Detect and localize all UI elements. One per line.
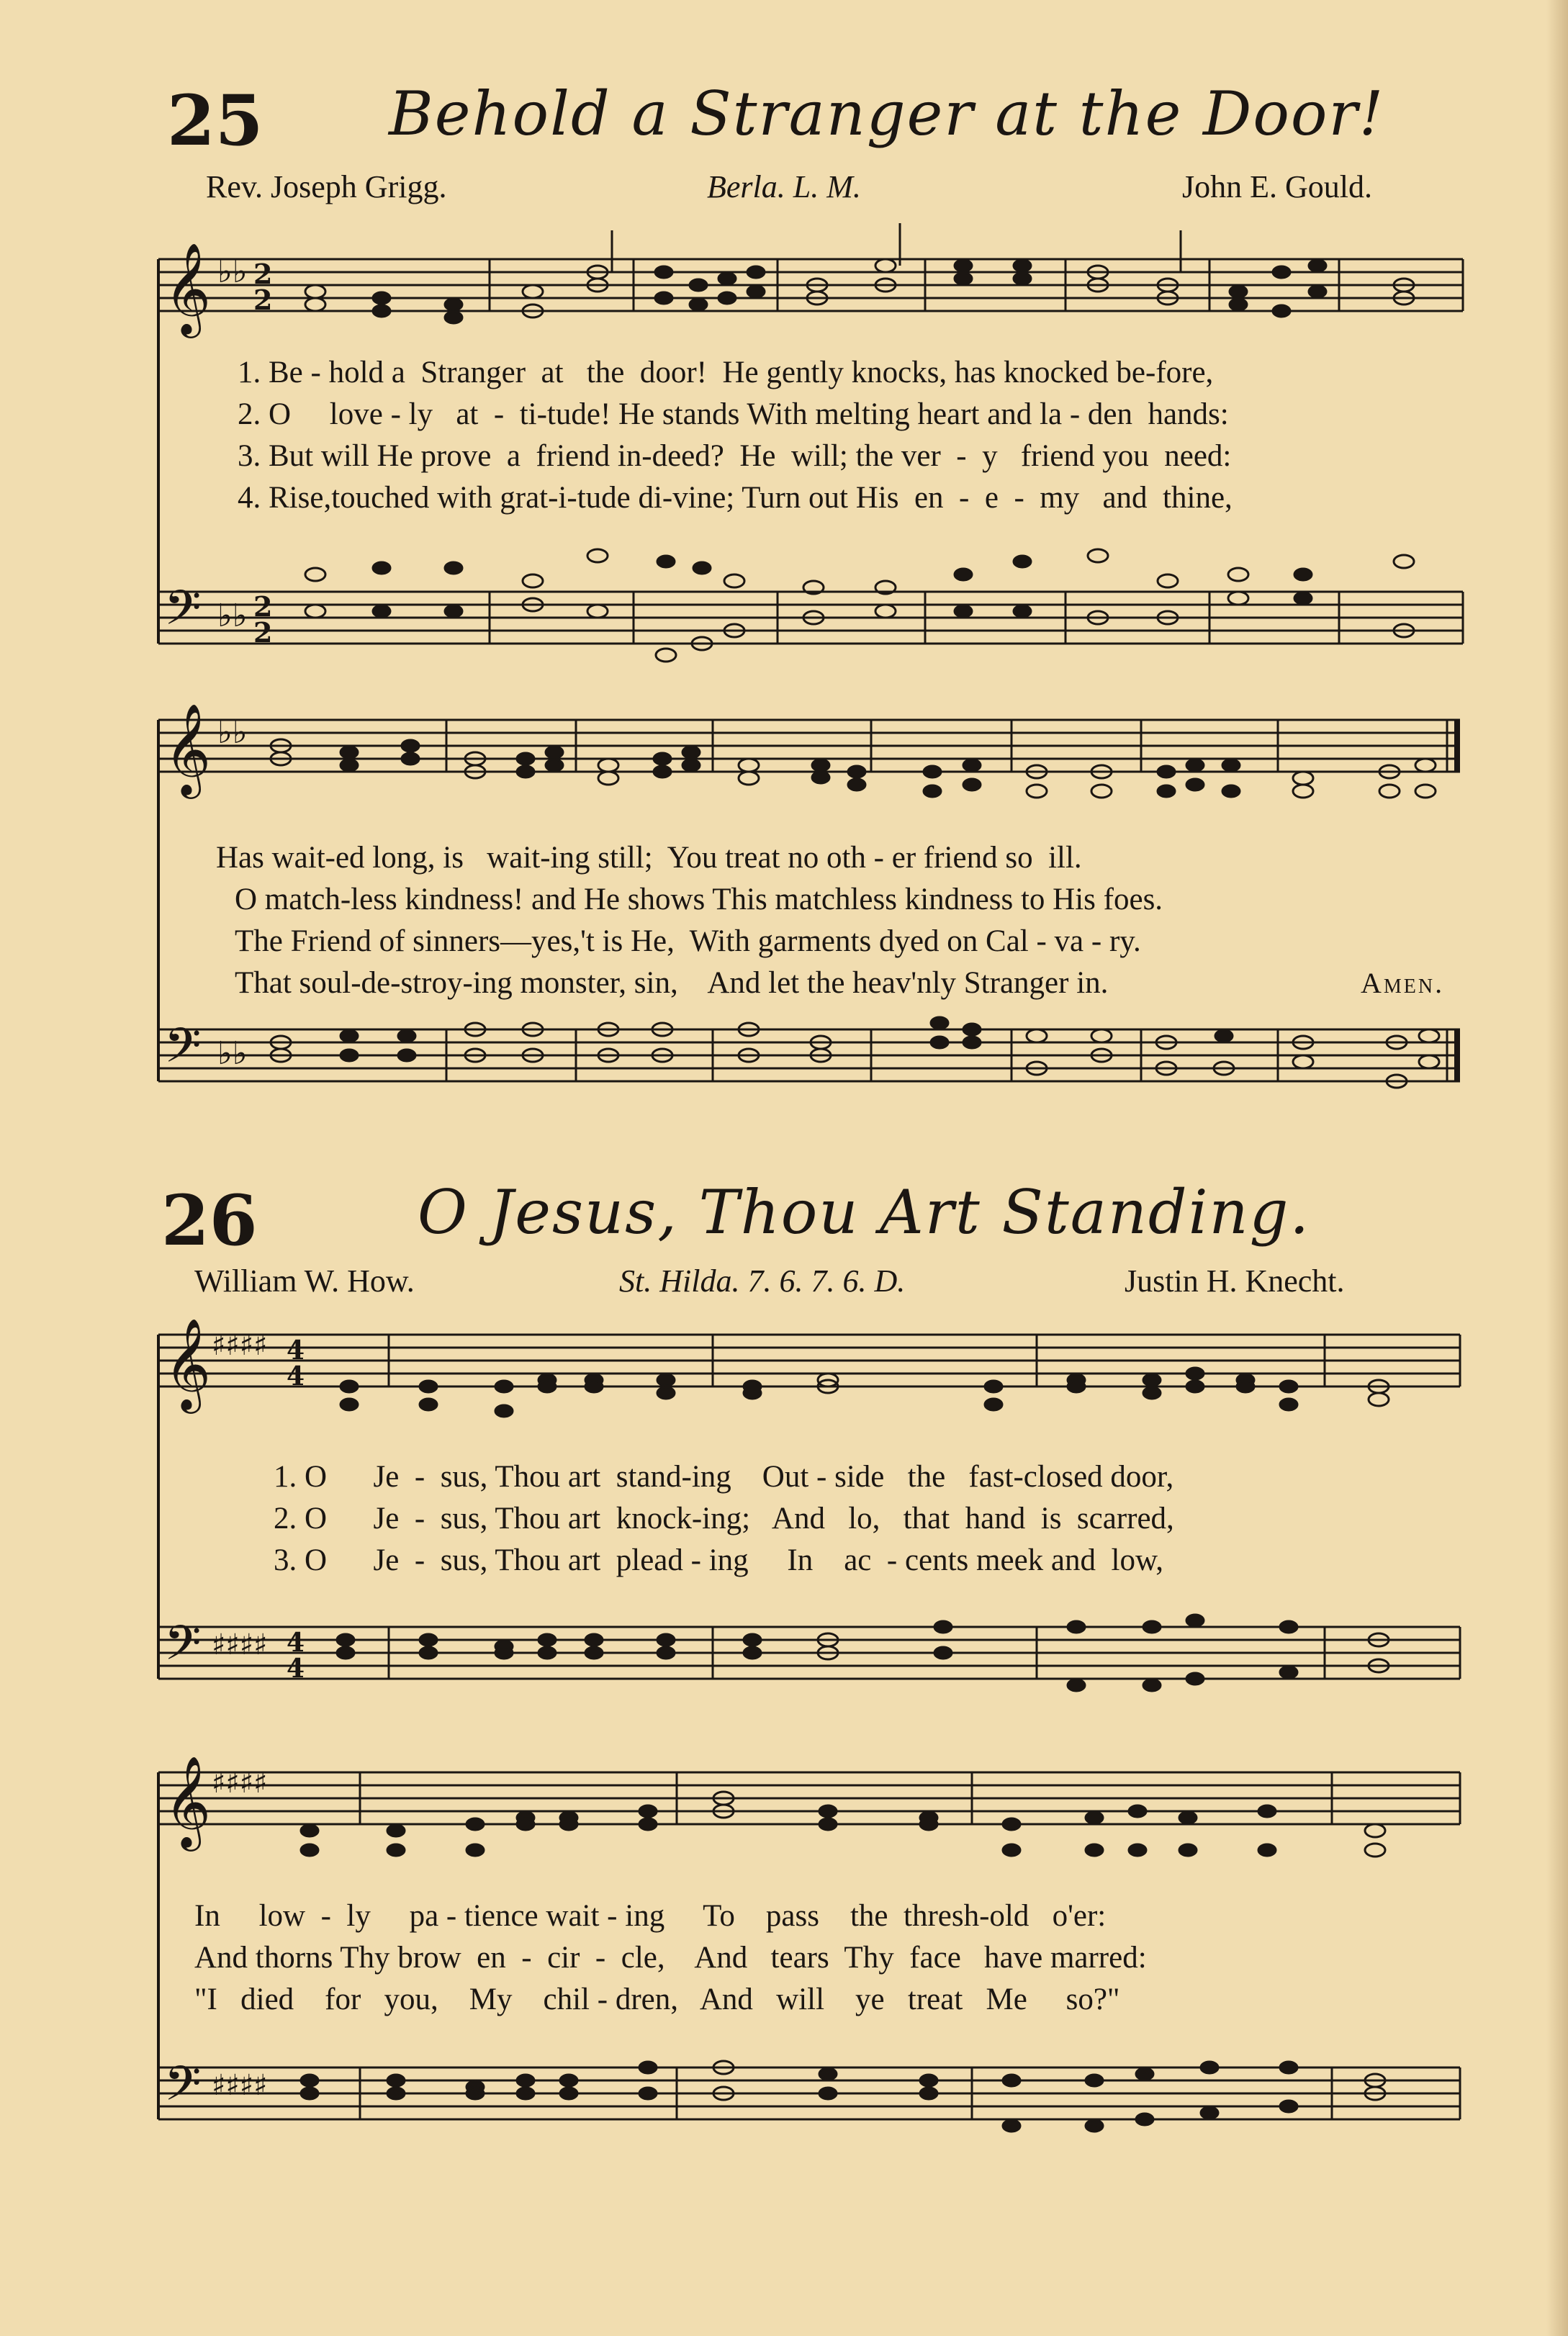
hymn-25-author: Rev. Joseph Grigg. bbox=[206, 169, 447, 204]
svg-text:4: 4 bbox=[287, 1361, 305, 1392]
svg-text:2: 2 bbox=[253, 284, 273, 316]
hymn-25-verse-1-line-1: 1. Be - hold a Stranger at the door! He gently knocks, has knocked be-fore, bbox=[238, 356, 1214, 389]
hymn-26-verse-3-line-2: "I died for you, My chil - dren, And will ye treat Me so?" bbox=[194, 1983, 1120, 2016]
hymn-25-composer: John E. Gould. bbox=[1182, 169, 1372, 204]
svg-text:𝄢: 𝄢 bbox=[164, 580, 202, 647]
hymn-26-title: O Jesus, Thou Art Standing. bbox=[418, 1177, 1311, 1248]
hymn-25-verse-3-line-1: 3. But will He prove a friend in-deed? He will; the ver - y friend you need: bbox=[238, 439, 1232, 473]
svg-text:𝄢: 𝄢 bbox=[164, 1615, 202, 1682]
svg-text:♯♯♯♯: ♯♯♯♯ bbox=[212, 2069, 268, 2102]
svg-text:𝄞: 𝄞 bbox=[164, 703, 212, 795]
page-edge bbox=[1546, 0, 1568, 2336]
hymn-25-verse-2-line-1: 2. O love - ly at - ti-tude! He stands With melting heart and la - den hands: bbox=[238, 397, 1229, 431]
svg-text:♭♭: ♭♭ bbox=[217, 1035, 248, 1072]
hymn-25-verse-4-line-2: That soul-de-stroy-ing monster, sin, And let the heav'nly Stranger in. bbox=[235, 966, 1109, 1000]
hymn-25-number: 25 bbox=[167, 80, 263, 161]
svg-text:𝄢: 𝄢 bbox=[164, 1018, 202, 1085]
hymn-25-system-2 bbox=[151, 691, 1469, 1152]
hymn-26-verse-1-line-2: In low - ly pa - tience wait - ing To pass the thresh-old o'er: bbox=[194, 1899, 1107, 1933]
hymn-26-verse-3-line-1: 3. O Je - sus, Thou art plead - ing In ac - cents meek and low, bbox=[274, 1543, 1163, 1577]
svg-text:4: 4 bbox=[287, 1335, 305, 1366]
hymn-26-verse-2-line-1: 2. O Je - sus, Thou art knock-ing; And lo, that hand is scarred, bbox=[274, 1502, 1174, 1535]
svg-text:𝄞: 𝄞 bbox=[164, 242, 212, 334]
hymn-26-number: 26 bbox=[161, 1180, 258, 1261]
hymn-25-amen: Amen. bbox=[1361, 967, 1445, 999]
hymn-25-verse-4-line-1: 4. Rise,touched with grat-i-tude di-vine; Turn out His en - e - my and thine, bbox=[238, 481, 1233, 515]
hymn-25-tune: Berla. L. M. bbox=[707, 169, 861, 204]
svg-text:♭♭: ♭♭ bbox=[217, 253, 248, 290]
hymn-25-verse-2-line-2: O match-less kindness! and He shows This matchless kindness to His foes. bbox=[235, 883, 1163, 916]
svg-text:♭♭: ♭♭ bbox=[217, 597, 248, 634]
hymn-26-tune: St. Hilda. 7. 6. 7. 6. D. bbox=[619, 1263, 906, 1299]
svg-text:𝄢: 𝄢 bbox=[164, 2056, 202, 2123]
hymn-25-verse-1-line-2: Has wait-ed long, is wait-ing still; You treat no oth - er friend so ill. bbox=[216, 841, 1082, 875]
svg-text:♯♯♯♯: ♯♯♯♯ bbox=[212, 1628, 268, 1661]
hymn-25-title: Behold a Stranger at the Door! bbox=[389, 78, 1385, 149]
hymn-26-verse-2-line-2: And thorns Thy brow en - cir - cle, And tears Thy face have marred: bbox=[194, 1941, 1147, 1975]
hymn-25-verse-3-line-2: The Friend of sinners—yes,'t is He, With garments dyed on Cal - va - ry. bbox=[235, 924, 1141, 958]
svg-text:𝄞: 𝄞 bbox=[164, 1317, 212, 1410]
hymn-26-composer: Justin H. Knecht. bbox=[1125, 1263, 1345, 1299]
svg-text:2: 2 bbox=[253, 616, 273, 649]
hymn-26-verse-1-line-1: 1. O Je - sus, Thou art stand-ing Out - side the fast-closed door, bbox=[274, 1460, 1174, 1494]
hymn-26-author: William W. How. bbox=[194, 1263, 415, 1299]
svg-text:♯♯♯♯: ♯♯♯♯ bbox=[212, 1329, 268, 1362]
svg-text:♯♯♯♯: ♯♯♯♯ bbox=[212, 1767, 268, 1800]
svg-text:4: 4 bbox=[287, 1654, 305, 1684]
svg-text:4: 4 bbox=[287, 1628, 305, 1658]
hymn-26-system-2 bbox=[151, 1728, 1469, 2145]
svg-text:2: 2 bbox=[253, 590, 273, 623]
svg-text:2: 2 bbox=[253, 258, 273, 290]
svg-text:♭♭: ♭♭ bbox=[217, 714, 248, 751]
svg-text:𝄞: 𝄞 bbox=[164, 1755, 212, 1847]
